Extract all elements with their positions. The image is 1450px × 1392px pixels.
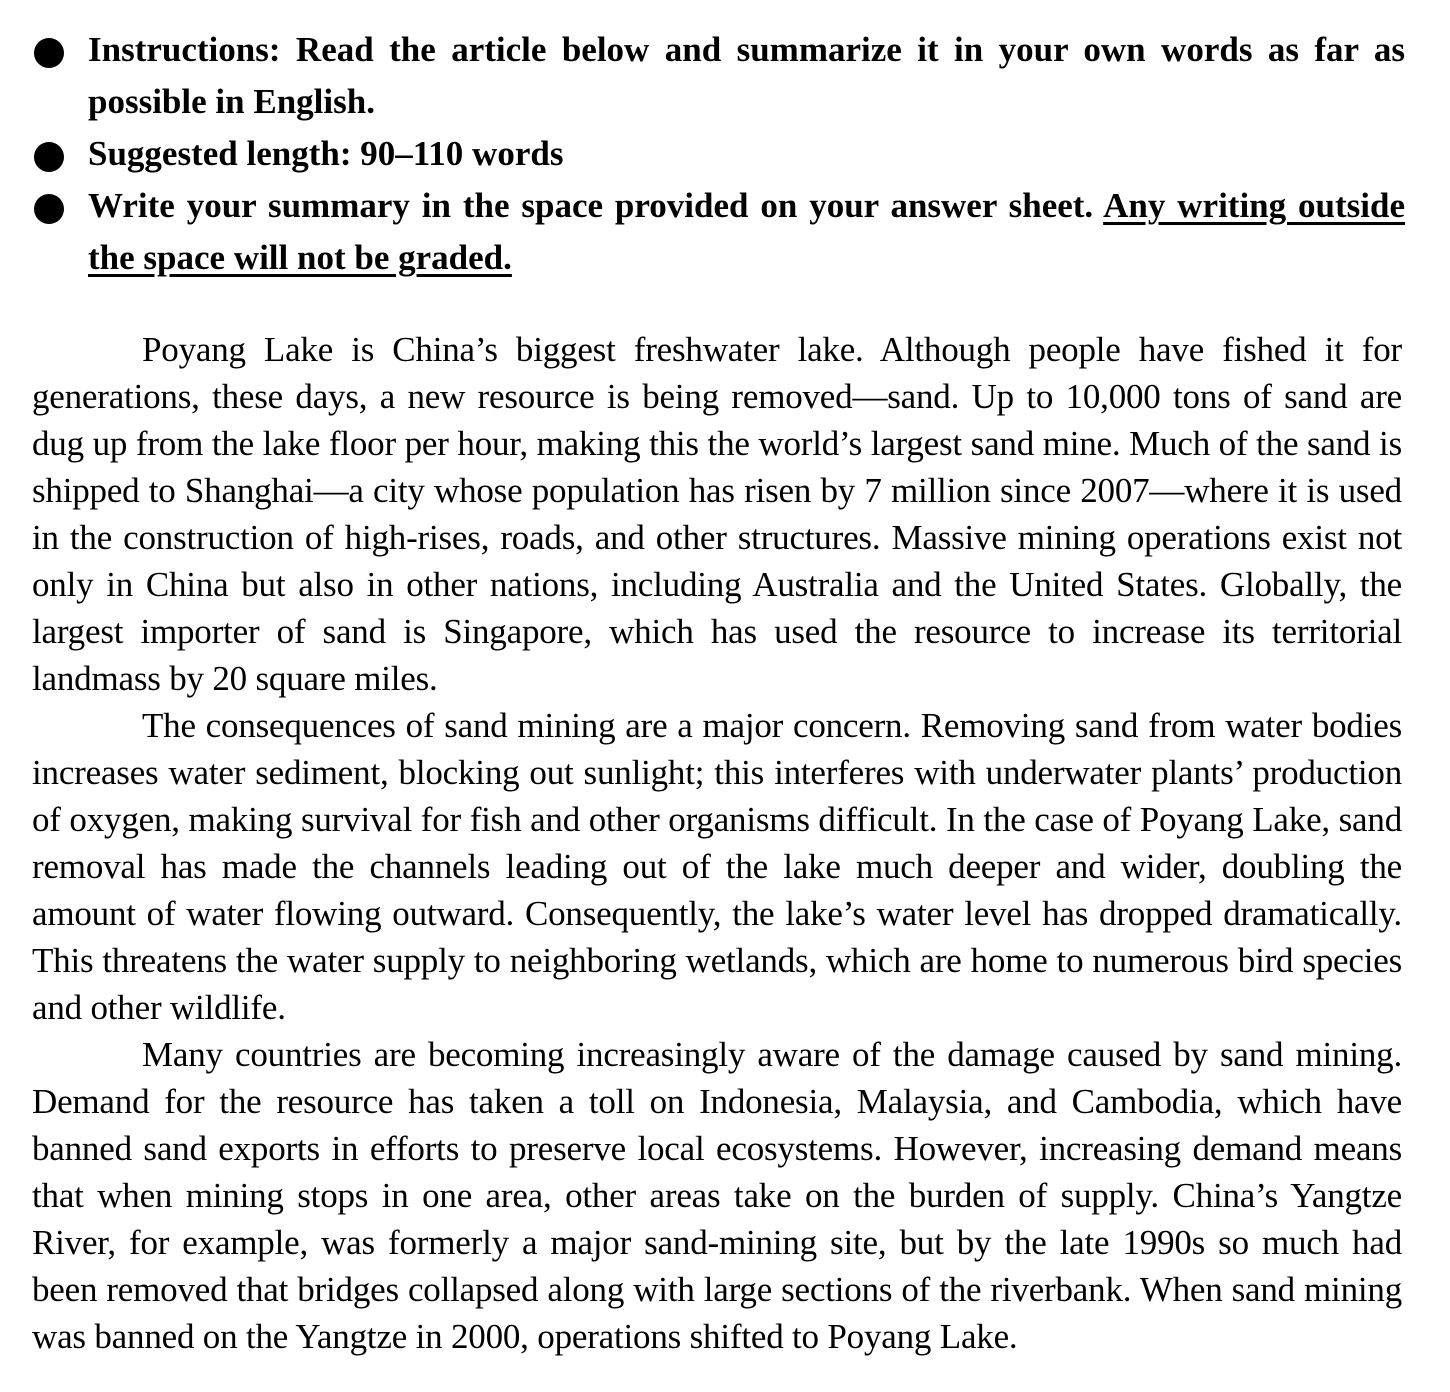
article-paragraph: The consequences of sand mining are a major concern. Removing sand from water bodies increases water sediment, blocking out sunlight; this interferes with underwater plants’ production of oxygen, making survival for fish and other organisms difficult. In the case of Poyang Lake, sand removal has made the channels leading out of the lake much deeper and wider, doubling the amount of water flowing outward. Consequently, the lake’s water level has dropped dramatically. This threatens the water supply to neighboring wetlands, which are home to numerous bird species and other wildlife. <box>32 706 1402 1027</box>
bullet-icon <box>34 38 64 68</box>
instruction-item-read <box>30 24 1405 128</box>
article-paragraph: Many countries are becoming increasingly aware of the damage caused by sand mining. Demand for the resource has taken a toll on Indonesia, Malaysia, and Cambodia, which have banned sand exports in efforts to preserve local ecosystems. However, increasing demand means that when mining stops in one area, other areas take on the burden of supply. China’s Yangtze River, for example, was formerly a major sand-mining site, but by the late 1990s so much had been removed that bridges collapsed along with large sections of the riverbank. When sand mining was banned on the Yangtze in 2000, operations shifted to Poyang Lake. <box>32 1035 1402 1356</box>
article-body <box>32 326 1402 1360</box>
bullet-icon <box>34 142 64 172</box>
article-paragraph: Poyang Lake is China’s biggest freshwater lake. Although people have fished it for generations, these days, a new resource is being removed—sand. Up to 10,000 tons of sand are dug up from the lake floor per hour, making this the world’s largest sand mine. Much of the sand is shipped to Shanghai—a city whose population has risen by 7 million since 2007—where it is used in the construction of high-rises, roads, and other structures. Massive mining operations exist not only in China but also in other nations, including Australia and the United States. Globally, the largest importer of sand is Singapore, which has used the resource to increase its territorial landmass by 20 square miles. <box>32 330 1402 698</box>
grading-warning: Any writing outside the space will not be graded. <box>88 186 1405 277</box>
instruction-text: Write your summary in the space provided on your answer sheet. <box>88 186 1104 225</box>
bullet-icon <box>34 194 64 224</box>
instruction-item-length <box>30 128 1405 180</box>
instruction-text: Instructions: Read the article below and summarize it in your own words as far as possible in English. <box>88 30 1405 121</box>
instructions-list <box>30 24 1405 284</box>
instruction-text: Suggested length: 90–110 words <box>88 134 564 173</box>
instruction-item-write <box>30 180 1405 284</box>
